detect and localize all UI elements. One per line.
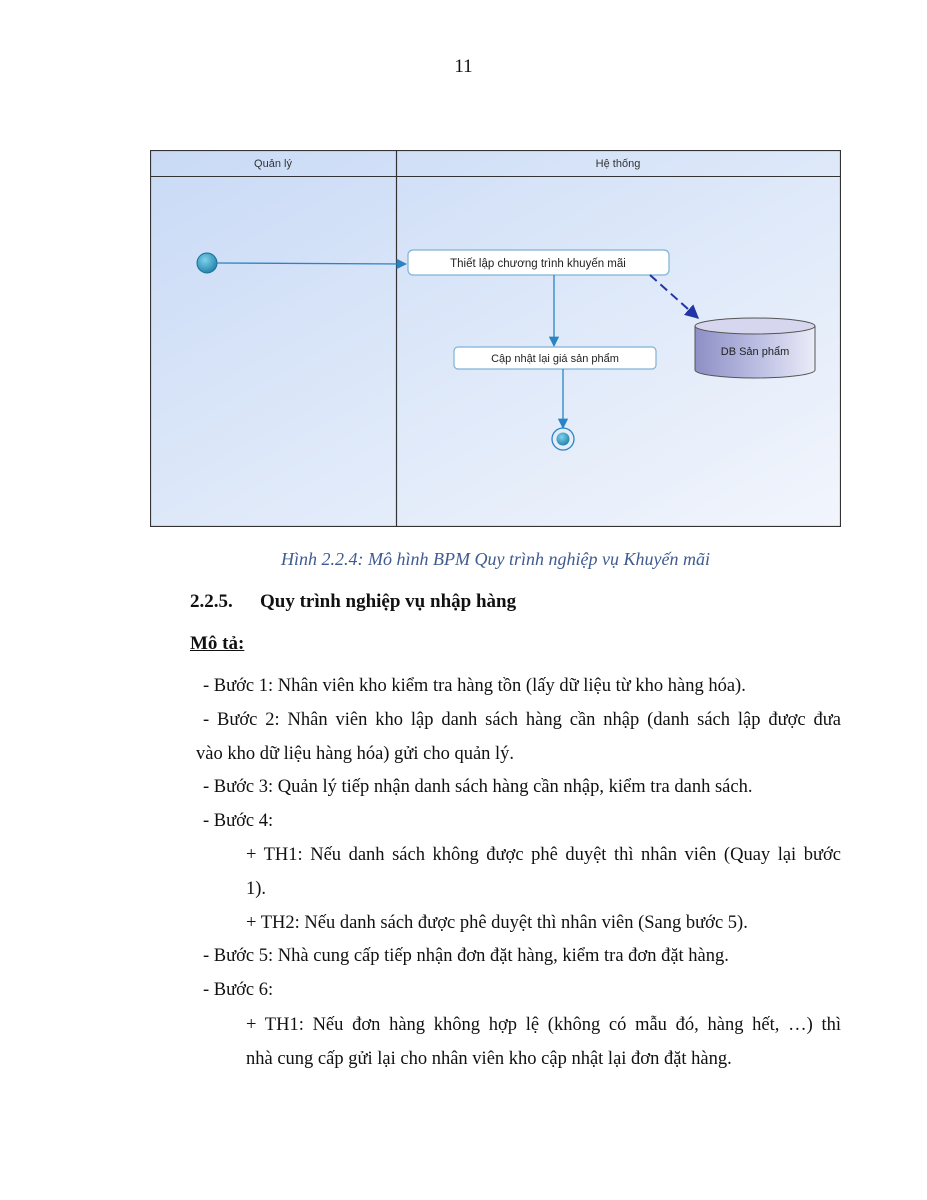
- datastore-label: DB Sản phẩm: [720, 346, 790, 358]
- lane-label-manager: Quản lý: [254, 158, 292, 170]
- end-node-core: [557, 433, 570, 446]
- start-node: [197, 253, 217, 273]
- figure-caption: Hình 2.2.4: Mô hình BPM Quy trình nghiệp vụ Khuyến mãi: [281, 549, 710, 569]
- description-label: Mô tả:: [190, 633, 245, 654]
- step-6-case-1-line-2: nhà cung cấp gửi lại cho nhân viên kho cập nhật lại đơn đặt hàng.: [246, 1049, 732, 1069]
- step-2-line-1: - Bước 2: Nhân viên kho lập danh sách hàng cần nhập (danh sách lập được đưa: [203, 710, 841, 730]
- step-5: - Bước 5: Nhà cung cấp tiếp nhận đơn đặt hàng, kiểm tra đơn đặt hàng.: [203, 946, 729, 966]
- section-number: 2.2.5.: [190, 591, 233, 612]
- section-heading: [190, 591, 516, 613]
- step-6: - Bước 6:: [203, 980, 274, 1000]
- lane-label-system: Hệ thống: [595, 158, 641, 170]
- step-1: - Bước 1: Nhân viên kho kiểm tra hàng tồn (lấy dữ liệu từ kho hàng hóa).: [203, 676, 746, 696]
- step-4-case-1-line-1: + TH1: Nếu danh sách không được phê duyệt thì nhân viên (Quay lại bước: [246, 845, 841, 865]
- section-title: Quy trình nghiệp vụ nhập hàng: [260, 591, 517, 612]
- bpm-diagram: [150, 150, 841, 527]
- step-6-case-1-line-1: + TH1: Nếu đơn hàng không hợp lệ (không có mẫu đó, hàng hết, …) thì: [246, 1015, 841, 1035]
- step-4: - Bước 4:: [203, 811, 274, 831]
- page-number: 11: [454, 56, 473, 77]
- activity-update-label: Cập nhật lại giá sản phẩm: [491, 353, 619, 365]
- step-4-case-2: + TH2: Nếu danh sách được phê duyệt thì nhân viên (Sang bước 5).: [246, 913, 748, 933]
- step-4-case-1-line-2: 1).: [246, 879, 267, 899]
- step-3: - Bước 3: Quản lý tiếp nhận danh sách hàng cần nhập, kiểm tra danh sách.: [203, 777, 753, 797]
- activity-setup-label: Thiết lập chương trình khuyến mãi: [450, 258, 626, 270]
- step-2-line-2: vào kho dữ liệu hàng hóa) gửi cho quản lý.: [196, 744, 515, 764]
